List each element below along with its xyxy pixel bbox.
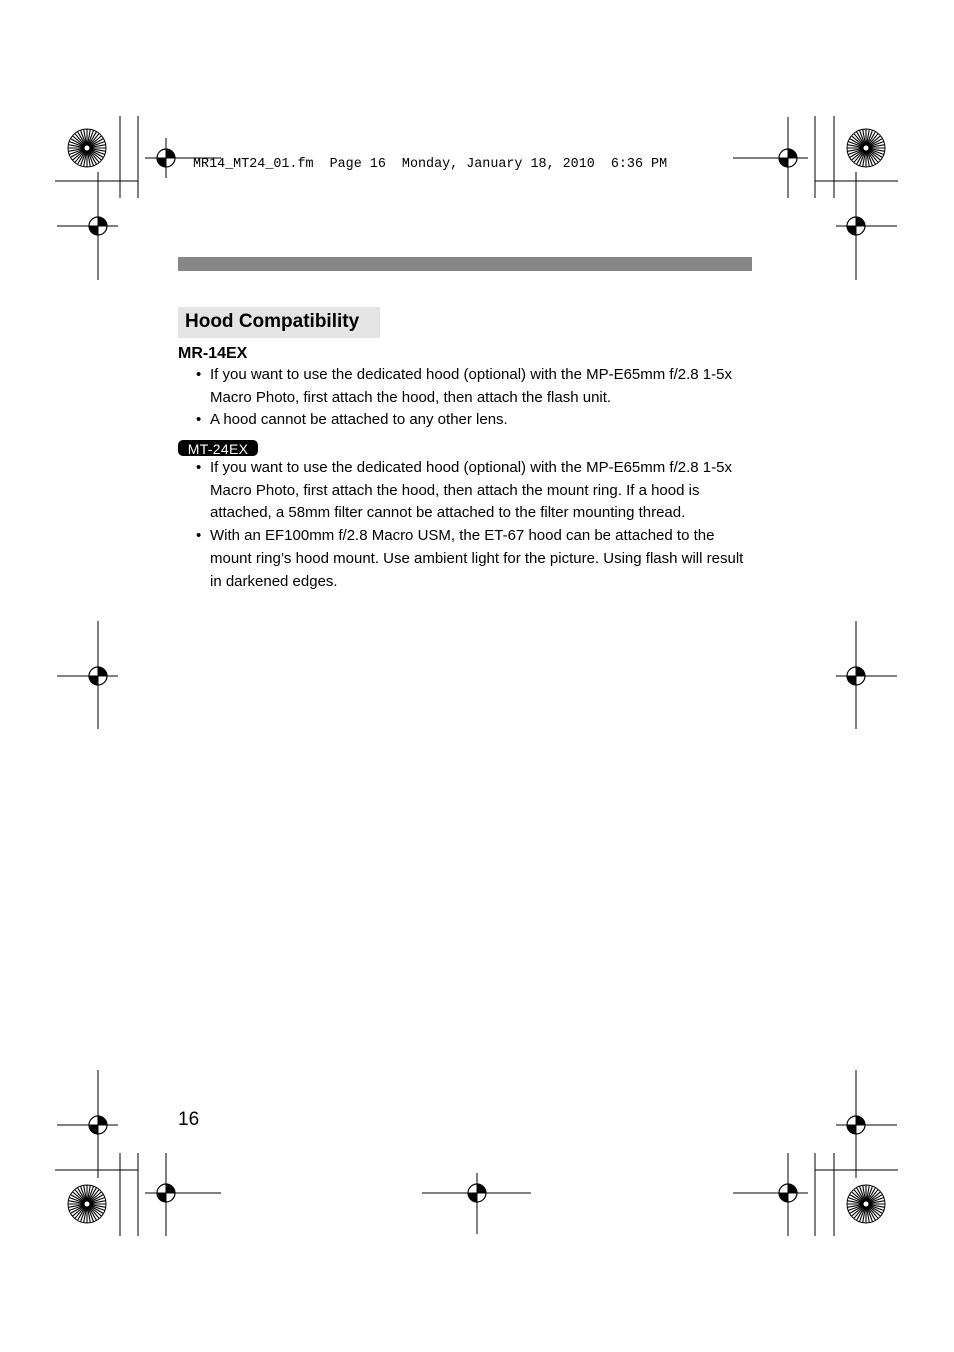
- starburst-mark-bottom-right: [847, 1185, 885, 1223]
- list-item: • If you want to use the dedicated hood (optional) with the MP-E65mm f/2.8 1-5x Macro Photo, first attach the hood, then attach the flash unit.: [178, 364, 758, 409]
- starburst-mark-bottom-left: [68, 1185, 106, 1223]
- mr14-heading: MR-14EX: [178, 345, 248, 362]
- file-info-header: MR14_MT24_01.fm Page 16 Monday, January 18, 2010 6:36 PM: [193, 157, 668, 172]
- starburst-mark-top-right: [847, 129, 885, 167]
- mt24-badge-label: MT-24EX: [187, 441, 249, 457]
- mt24-badge: [178, 440, 258, 456]
- list-item: • A hood cannot be attached to any other lens.: [178, 409, 758, 432]
- mr14-bullet-list: [178, 364, 758, 432]
- list-item: • If you want to use the dedicated hood (optional) with the MP-E65mm f/2.8 1-5x Macro Photo, first attach the hood, then attach the mount ring. If a hood is attached, a 58mm filter cannot be attached to the filter mounting thread.: [178, 457, 758, 525]
- starburst-mark-top-left: [68, 129, 106, 167]
- section-divider-bar: [178, 257, 752, 271]
- list-item: • With an EF100mm f/2.8 Macro USM, the ET-67 hood can be attached to the mount ring’s hood mount. Use ambient light for the picture. Using flash will result in darkened edges.: [178, 525, 758, 593]
- mt24-bullet-list: [178, 457, 758, 593]
- section-title: Hood Compatibility: [178, 307, 380, 338]
- page-number: 16: [178, 1109, 200, 1130]
